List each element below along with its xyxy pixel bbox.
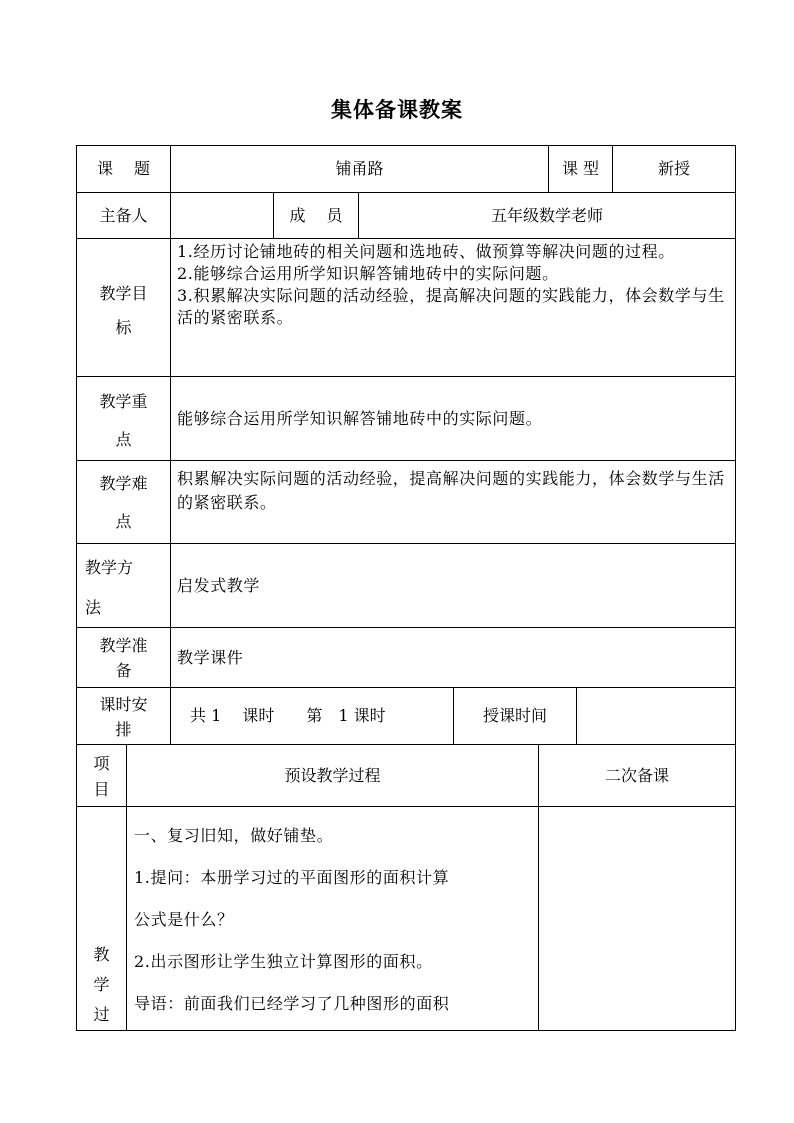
second-prep-header-text: 二次备课 bbox=[604, 765, 669, 785]
lead-value bbox=[171, 193, 273, 238]
key-label bbox=[77, 377, 170, 460]
prep-label bbox=[77, 628, 170, 687]
process-line: 一、复习旧知，做好铺垫。 bbox=[134, 826, 334, 845]
process-label bbox=[77, 807, 126, 1030]
process-content bbox=[134, 815, 534, 1025]
prep-label-line1: 教学准 bbox=[99, 636, 148, 655]
objectives-label-line2: 标 bbox=[115, 318, 132, 337]
method-label-line2: 法 bbox=[85, 598, 102, 617]
members-label-text: 成 员 bbox=[289, 205, 343, 225]
objective-item: 2.能够综合运用所学知识解答铺地砖中的实际问题。 bbox=[177, 264, 559, 283]
objective-item: 1.经历讨论铺地砖的相关问题和选地砖、做预算等解决问题的过程。 bbox=[177, 242, 675, 261]
type-value-text: 新授 bbox=[657, 159, 690, 178]
process-line: 1.提问：本册学习过的平面图形的面积计算 bbox=[134, 868, 450, 887]
teach-time-label bbox=[454, 688, 576, 744]
topic-label bbox=[77, 146, 170, 192]
members-label bbox=[274, 193, 358, 238]
process-label-char: 学 bbox=[93, 975, 110, 994]
prep-value bbox=[177, 628, 729, 687]
objectives-label bbox=[77, 239, 170, 376]
process-header bbox=[127, 745, 538, 806]
key-label-line2: 点 bbox=[115, 430, 132, 449]
second-prep-content bbox=[539, 807, 735, 1030]
objectives-label-line1: 教学目 bbox=[99, 284, 148, 303]
difficulty-value-text: 积累解决实际问题的活动经验，提高解决问题的实践能力，体会数学与生活的紧密联系。 bbox=[177, 469, 725, 512]
type-label bbox=[549, 146, 612, 192]
key-label-line1: 教学重 bbox=[99, 392, 148, 411]
item-label-line1: 项 bbox=[93, 754, 110, 773]
process-label-char: 教 bbox=[93, 945, 110, 964]
schedule-value bbox=[190, 688, 453, 744]
difficulty-label bbox=[77, 461, 170, 543]
second-prep-header bbox=[539, 745, 735, 806]
schedule-value-text: 共 1 课时 第 1 课时 bbox=[190, 706, 386, 725]
item-label bbox=[77, 745, 126, 806]
process-label-char: 过 bbox=[93, 1005, 110, 1024]
lead-label-text: 主备人 bbox=[99, 205, 148, 225]
topic-value bbox=[171, 146, 548, 192]
process-header-text: 预设教学过程 bbox=[284, 765, 381, 785]
method-value bbox=[177, 544, 729, 627]
page-title: 集体备课教案 bbox=[331, 98, 463, 122]
key-value bbox=[177, 377, 729, 460]
objectives-list bbox=[177, 241, 729, 375]
objective-item: 3.积累解决实际问题的活动经验，提高解决问题的实践能力，体会数学与生活的紧密联系。 bbox=[177, 286, 725, 327]
method-label bbox=[77, 544, 170, 627]
schedule-label bbox=[77, 688, 170, 744]
schedule-label-line1: 课时安 bbox=[99, 695, 148, 714]
difficulty-label-line2: 点 bbox=[115, 512, 132, 531]
lead-label bbox=[77, 193, 170, 238]
difficulty-label-line1: 教学难 bbox=[99, 474, 148, 493]
prep-value-text: 教学课件 bbox=[177, 647, 244, 667]
type-value bbox=[613, 146, 735, 192]
topic-value-text: 铺甬路 bbox=[335, 159, 384, 178]
teach-time-label-text: 授课时间 bbox=[482, 706, 547, 725]
prep-label-line2: 备 bbox=[115, 661, 132, 680]
key-value-text: 能够综合运用所学知识解答铺地砖中的实际问题。 bbox=[177, 408, 543, 428]
method-value-text: 启发式教学 bbox=[177, 575, 261, 595]
members-value bbox=[359, 193, 735, 238]
type-label-text: 课 型 bbox=[561, 159, 600, 178]
item-label-line2: 目 bbox=[93, 780, 110, 799]
difficulty-value bbox=[177, 467, 729, 539]
process-line: 公式是什么？ bbox=[134, 910, 234, 929]
process-line: 2.出示图形让学生独立计算图形的面积。 bbox=[134, 952, 433, 971]
schedule-label-line2: 排 bbox=[115, 720, 132, 739]
teach-time-value bbox=[577, 688, 735, 744]
members-value-text: 五年级数学老师 bbox=[490, 205, 603, 225]
method-label-line1: 教学方 bbox=[85, 558, 134, 577]
topic-label-text: 课 题 bbox=[96, 159, 151, 178]
process-line: 导语：前面我们已经学习了几种图形的面积 bbox=[134, 994, 450, 1013]
